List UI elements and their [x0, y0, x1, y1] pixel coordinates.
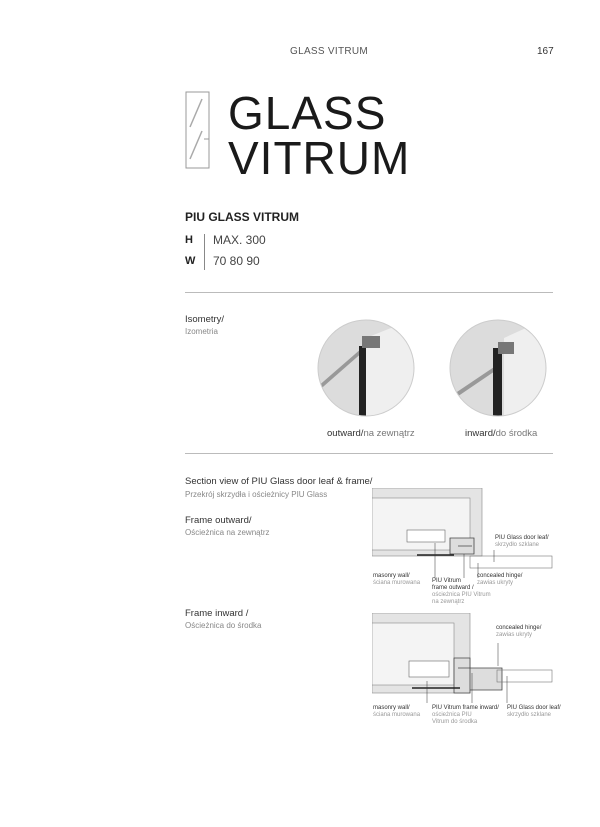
callout-en: PIU Vitrum: [432, 578, 461, 584]
callout-pl: skrzydło szklane: [507, 712, 552, 718]
running-title: GLASS VITRUM: [290, 46, 369, 57]
callout-en: PIU Vitrum frame inward/: [432, 705, 499, 711]
callout-pl: Vitrum do środka: [432, 719, 478, 725]
product-name: PIU GLASS VITRUM: [185, 210, 300, 224]
callout-en: masonry wall/: [373, 705, 410, 711]
inward-caption-en: inward/: [465, 428, 496, 439]
glass-door-icon: [185, 91, 211, 170]
callout-en: frame outward /: [432, 585, 474, 591]
frame-outward-label-pl: Ościeżnica na zewnątrz: [185, 528, 270, 537]
height-value: MAX. 300: [213, 233, 266, 247]
callout-en: concealed hinge/: [496, 625, 542, 631]
divider: [185, 292, 553, 293]
outward-caption-pl: na zewnątrz: [363, 428, 415, 439]
outward-callout-hinge: [477, 573, 522, 587]
isometry-label-pl: Izometria: [185, 327, 218, 336]
section-outward-drawing: [372, 488, 556, 578]
callout-en: PIU Glass door leaf/: [495, 535, 549, 541]
isometry-inward-image: [448, 318, 548, 418]
inward-callout-hinge: [496, 625, 541, 639]
callout-pl: skrzydło szklane: [495, 542, 540, 548]
frame-outward-label: Frame outward/: [185, 515, 252, 526]
frame-inward-label: Frame inward /: [185, 608, 249, 619]
callout-pl: ościeżnica PIU Vitrum: [432, 592, 491, 598]
width-value: 70 80 90: [213, 254, 260, 268]
divider: [185, 453, 553, 454]
callout-en: masonry wall/: [373, 573, 410, 579]
callout-en: PIU Glass door leaf/: [507, 705, 561, 711]
width-label: W: [185, 255, 196, 267]
outward-callout-leaf: [495, 535, 549, 549]
section-label: Section view of PIU Glass door leaf & frame/: [185, 476, 373, 487]
inward-callout-wall: [373, 705, 420, 719]
callout-pl: ościeżnica PIU: [432, 712, 472, 718]
callout-pl: ściana murowana: [373, 580, 421, 586]
isometry-label: Isometry/: [185, 314, 225, 325]
outward-caption: [327, 428, 415, 439]
callout-pl: zawias ukryty: [496, 632, 533, 638]
page-number: 167: [537, 46, 554, 57]
outward-caption-en: outward/: [327, 428, 364, 439]
callout-pl: na zewnątrz: [432, 599, 465, 605]
section-label-pl: Przekrój skrzydła i ościeżnicy PIU Glass: [185, 490, 328, 499]
isometry-outward-image: [316, 318, 416, 418]
inward-caption-pl: do środka: [495, 428, 538, 439]
callout-pl: zawias ukryty: [477, 580, 514, 586]
outward-callout-wall: [373, 573, 420, 587]
inward-caption: [465, 428, 537, 439]
callout-en: concealed hinge/: [477, 573, 523, 579]
inward-callout-frame: [432, 705, 499, 726]
callout-pl: ściana murowana: [373, 712, 421, 718]
spec-divider: [204, 234, 205, 270]
height-label: H: [185, 234, 193, 246]
frame-inward-label-pl: Ościeżnica do środka: [185, 621, 262, 630]
inward-callout-leaf: [507, 705, 561, 719]
page-title-line2: VITRUM: [228, 132, 411, 184]
page-title-line1: GLASS: [228, 87, 387, 139]
